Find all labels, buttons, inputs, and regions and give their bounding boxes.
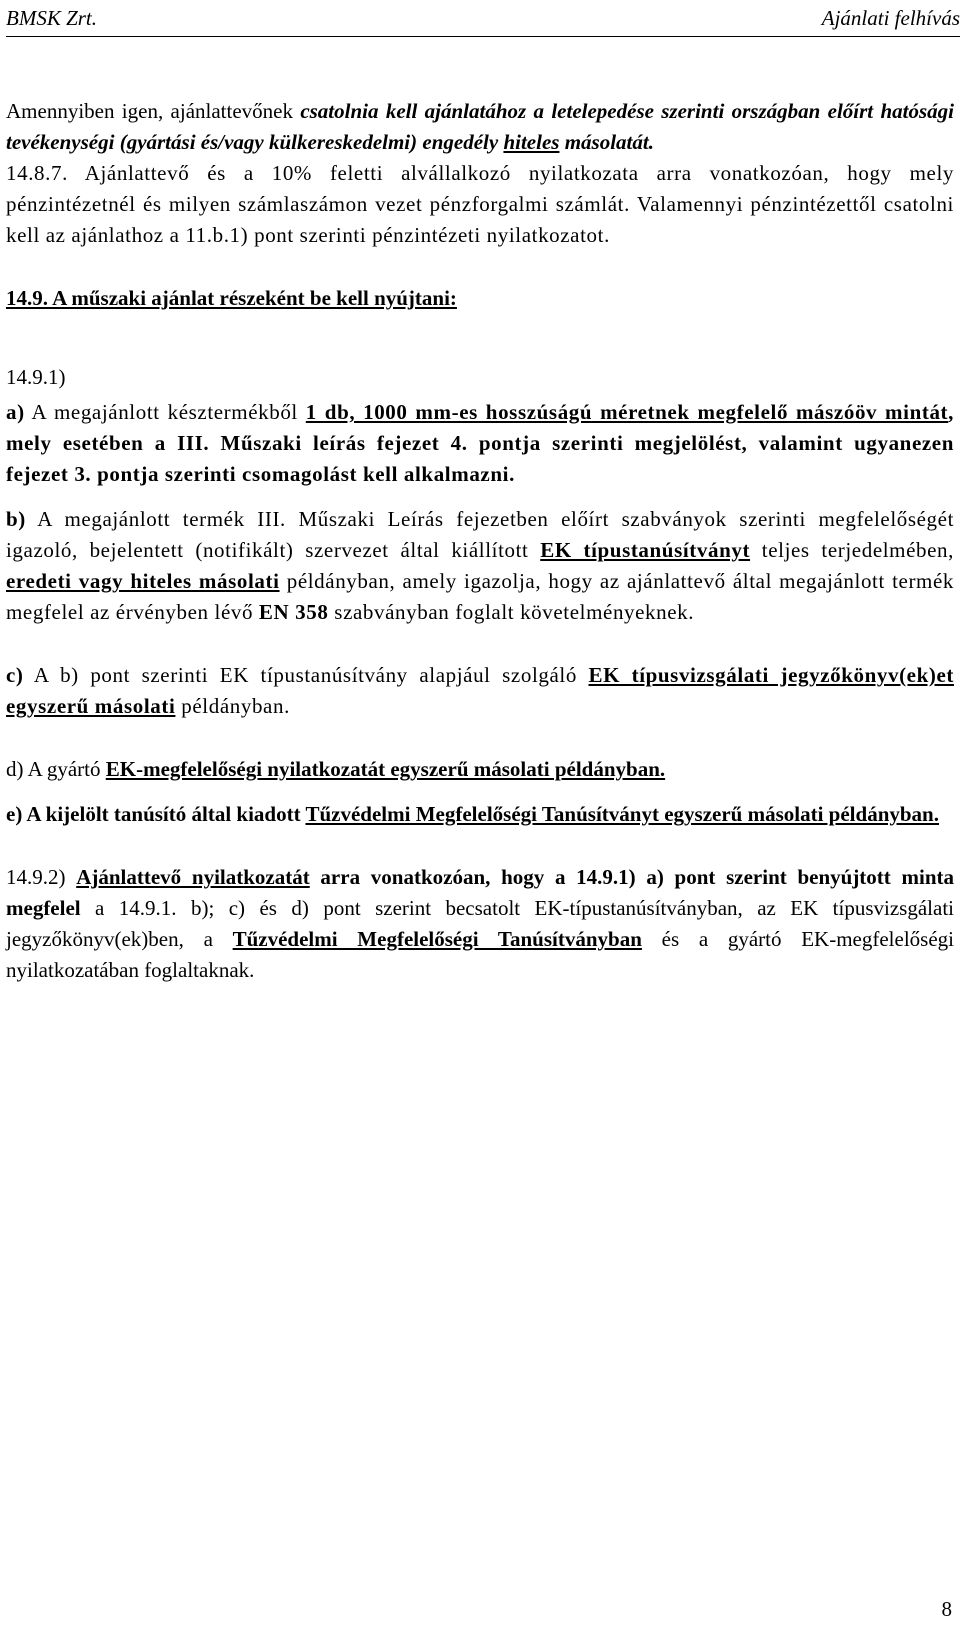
item-e: e) A kijelölt tanúsító által kiadott Tűzvédelmi Megfelelőségi Tanúsítványt egyszerű másolati példányban. — [6, 802, 939, 826]
header-document-title: Ajánlati felhívás — [821, 6, 960, 30]
item-a: a) A megajánlott késztermékből 1 db, 1000 mm-es hosszúságú méretnek megfelelő mászóöv mintát, mely esetében a III. Műszaki leírás fejezet 4. pontja szerinti megjelölést, valamint ugyanezen fejezet 3. pontja szerinti csomagolást kell alkalmazni. — [6, 400, 955, 486]
page-number: 8 — [941, 1597, 952, 1621]
item-b: b) A megajánlott termék III. Műszaki Leírás fejezetben előírt szabványok szerinti megfelelőségét igazoló, bejelentett (notifikált) szervezet által kiállított EK típustanúsítványt teljes terjedelmében, eredeti vagy hiteles másolati példányban, amely igazolja, hogy az ajánlattevő által megajánlott termék megfelel az érvényben lévő EN 358 szabványban foglalt követelményeknek. — [6, 507, 955, 624]
document-body — [6, 96, 954, 986]
item-d: d) A gyártó EK-megfelelőségi nyilatkozatát egyszerű másolati példányban. — [6, 757, 666, 781]
paragraph-permit: Amennyiben igen, ajánlattevőnek csatolnia kell ajánlatához a letelepedése szerinti országban előírt hatósági tevékenységi (gyártási és/vagy külkereskedelmi) engedély hiteles másolatát. — [6, 99, 954, 154]
item-c: c) A b) pont szerinti EK típustanúsítvány alapjául szolgáló EK típusvizsgálati jegyzőkönyv(ek)et egyszerű másolati példányban. — [6, 663, 954, 718]
paragraph-14-9-2: 14.9.2) Ajánlattevő nyilatkozatát arra vonatkozóan, hogy a 14.9.1) a) pont szerint benyújtott minta megfelel a 14.9.1. b); c) és d) pont szerint becsatolt EK-típustanúsítványban, az EK típusvizsgálati jegyzőkönyv(ek)ben, a Tűzvédelmi Megfelelőségi Tanúsítványban és a gyártó EK-megfelelőségi nyilatkozatában foglaltaknak. — [6, 865, 954, 982]
header-company: BMSK Zrt. — [6, 6, 98, 30]
paragraph-14-8-7: 14.8.7. Ajánlattevő és a 10% feletti alvállalkozó nyilatkozata arra vonatkozóan, hogy mely pénzintézetnél és milyen számlaszámon vezet pénzforgalmi számlát. Valamennyi pénzintézettől csatolni kell az ajánlathoz a 11.b.1) pont szerinti pénzintézeti nyilatkozatot. — [6, 161, 954, 247]
section-number-14-9-1: 14.9.1) — [6, 365, 66, 389]
page-header — [6, 2, 960, 37]
section-heading-14-9: 14.9. A műszaki ajánlat részeként be kell nyújtani: — [6, 286, 457, 310]
